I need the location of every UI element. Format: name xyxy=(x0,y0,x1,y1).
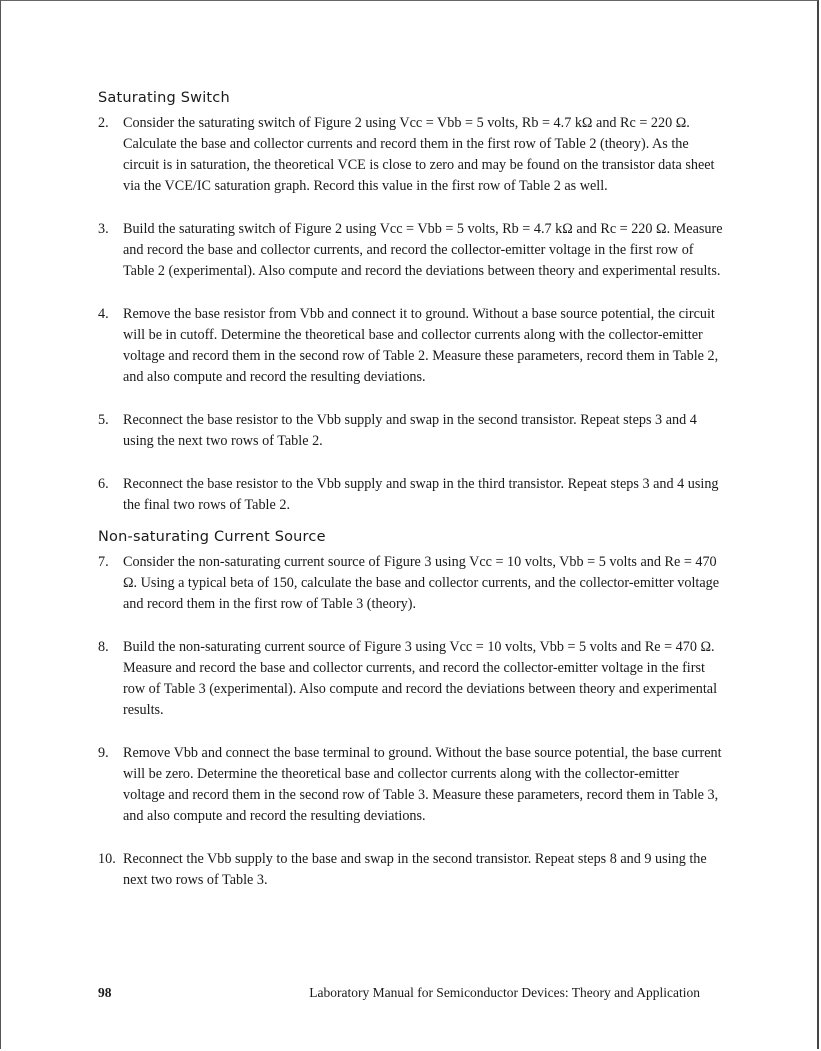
section-heading-saturating-switch: Saturating Switch xyxy=(98,90,230,106)
step-number: 8. xyxy=(98,639,109,655)
step-text: Consider the saturating switch of Figure 2 using Vcc = Vbb = 5 volts, Rb = 4.7 kΩ and Rc = 220 Ω. Calculate the base and collector currents and record them in the first row of Table 2 (theory). As the circuit is in saturation, the theoretical VCE is close to zero and may be found on the transistor data sheet via the VCE/IC saturation graph. Record this value in the first row of Table 2 as well. xyxy=(123,115,715,194)
step-5 xyxy=(98,410,723,452)
step-3 xyxy=(98,219,723,282)
step-text: Remove Vbb and connect the base terminal to ground. Without the base source potential, the base current will be zero. Determine the theoretical base and collector currents along with the collector-emitter voltage and record them in the second row of Table 3. Measure these parameters, record them in Table 3, and also compute and record the resulting deviations. xyxy=(123,745,722,824)
step-text: Reconnect the base resistor to the Vbb supply and swap in the second transistor. Repeat steps 3 and 4 using the next two rows of Table 2. xyxy=(123,412,697,449)
step-number: 9. xyxy=(98,745,109,761)
step-number: 10. xyxy=(98,851,116,867)
step-number: 2. xyxy=(98,115,109,131)
step-text: Remove the base resistor from Vbb and connect it to ground. Without a base source potential, the circuit will be in cutoff. Determine the theoretical base and collector currents along with the collector-emitter voltage and record them in the second row of Table 2. Measure these parameters, record them in Table 2, and also compute and record the resulting deviations. xyxy=(123,306,719,385)
page-content xyxy=(98,87,723,891)
book-title: Laboratory Manual for Semiconductor Devices: Theory and Application xyxy=(309,985,700,1000)
step-9 xyxy=(98,743,723,827)
step-number: 5. xyxy=(98,412,109,428)
page-number: 98 xyxy=(98,985,112,1000)
step-7 xyxy=(98,552,723,615)
step-number: 3. xyxy=(98,221,109,237)
step-number: 7. xyxy=(98,554,109,570)
step-text: Reconnect the base resistor to the Vbb supply and swap in the third transistor. Repeat steps 3 and 4 using the final two rows of Table 2. xyxy=(123,476,719,513)
step-text: Build the saturating switch of Figure 2 using Vcc = Vbb = 5 volts, Rb = 4.7 kΩ and Rc = 220 Ω. Measure and record the base and collector currents, and record the collector-emitter voltage in the first row of Table 2 (experimental). Also compute and record the deviations between theory and experimental results. xyxy=(123,221,723,279)
step-number: 6. xyxy=(98,476,109,492)
step-number: 4. xyxy=(98,306,109,322)
step-2 xyxy=(98,113,723,197)
step-6 xyxy=(98,474,723,516)
section-spacer xyxy=(98,516,723,526)
step-text: Reconnect the Vbb supply to the base and swap in the second transistor. Repeat steps 8 and 9 using the next two rows of Table 3. xyxy=(123,851,707,888)
step-10 xyxy=(98,849,723,891)
step-8 xyxy=(98,637,723,721)
step-4 xyxy=(98,304,723,388)
section-heading-non-saturating-current-source: Non-saturating Current Source xyxy=(98,529,326,545)
step-text: Build the non-saturating current source of Figure 3 using Vcc = 10 volts, Vbb = 5 volts and Re = 470 Ω. Measure and record the base and collector currents, and record the collector-emitter voltage in the first row of Table 3 (experimental). Also compute and record the deviations between theory and experimental results. xyxy=(123,639,718,718)
step-text: Consider the non-saturating current source of Figure 3 using Vcc = 10 volts, Vbb = 5 volts and Re = 470 Ω. Using a typical beta of 150, calculate the base and collector currents, and the collector-emitter voltage and record them in the first row of Table 3 (theory). xyxy=(123,554,720,612)
